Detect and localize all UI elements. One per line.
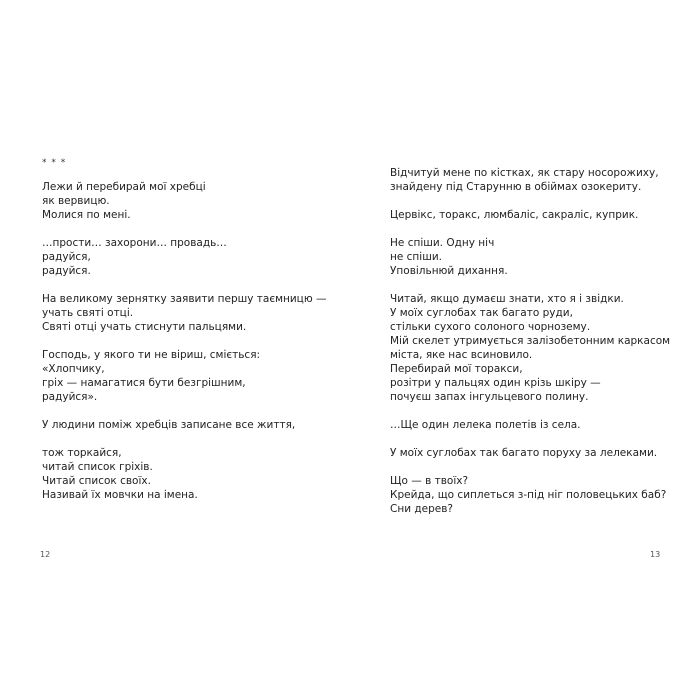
poem-line: тож торкайся, <box>42 447 122 459</box>
poem-line: знайдену під Старунню в обіймах озокериту. <box>390 181 642 193</box>
page-number-right: 13 <box>650 550 661 559</box>
stanza <box>42 446 198 502</box>
poem-line: Лежи й перебирай мої хребці <box>42 181 206 193</box>
stanza <box>390 236 508 278</box>
stanza <box>390 446 657 460</box>
stanza <box>390 208 638 222</box>
poem-line: учать святі отці. <box>42 307 134 319</box>
poem-line: Крейда, що сиплеться з-під ніг половецьких баб? <box>390 489 667 501</box>
poem-line: Не спіши. Одну ніч <box>390 237 495 249</box>
poem-line: «Хлопчику, <box>42 363 105 375</box>
stanza <box>42 418 295 432</box>
stanza <box>390 292 670 404</box>
stanza <box>42 180 206 222</box>
stanza <box>390 166 659 194</box>
poem-line: Уповільнюй дихання. <box>390 265 508 277</box>
poem-line: міста, яке нас всиновило. <box>390 349 533 361</box>
poem-line: У моїх суглобах так багато руди, <box>390 307 573 319</box>
stanza <box>42 236 227 278</box>
poem-line: радуйся». <box>42 391 98 403</box>
asterism-divider: * * * <box>42 158 67 168</box>
poem-line: На великому зернятку заявити першу таємницю — <box>42 293 327 305</box>
poem-line: Сни дерев? <box>390 503 453 515</box>
stanza <box>390 474 666 516</box>
poem-line: стільки сухого солоного чорнозему. <box>390 321 591 333</box>
poem-line: Мій скелет утримується залізобетонним каркасом <box>390 335 671 347</box>
poem-line: Святі отці учать стиснути пальцями. <box>42 321 247 333</box>
poem-line: У людини поміж хребців записане все життя, <box>42 419 296 431</box>
stanza <box>390 418 581 432</box>
stanza <box>42 292 327 334</box>
poem-line: Читай список своїх. <box>42 475 151 487</box>
poem-line: почуєш запах інгульцевого полину. <box>390 391 589 403</box>
poem-line: читай список гріхів. <box>42 461 153 473</box>
poem-line: розітри у пальцях один крізь шкіру — <box>390 377 601 389</box>
poem-line: не спіши. <box>390 251 442 263</box>
stanza <box>42 348 260 404</box>
poem-line: …прости… захорони… провадь… <box>42 237 227 249</box>
poem-line: радуйся. <box>42 265 91 277</box>
poem-line: Що — в твоїх? <box>390 475 469 487</box>
poem-line: Господь, у якого ти не віриш, сміється: <box>42 349 261 361</box>
poem-line: Перебирай мої торакси, <box>390 363 523 375</box>
poem-line: як вервицю. <box>42 195 110 207</box>
poem-line: …Ще один лелека полетів із села. <box>390 419 581 431</box>
poem-line: У моїх суглобах так багато поруху за лелеками. <box>390 447 658 459</box>
poem-line: Називай їх мовчки на імена. <box>42 489 198 501</box>
poem-line: Читай, якщо думаєш знати, хто я і звідки. <box>390 293 624 305</box>
poem-line: Цервікс, торакс, люмбаліс, сакраліс, куприк. <box>390 209 639 221</box>
poem-line: Молися по мені. <box>42 209 131 221</box>
poem-line: радуйся, <box>42 251 91 263</box>
page-number-left: 12 <box>40 550 51 559</box>
poem-line: Відчитуй мене по кістках, як стару носорожиху, <box>390 167 659 179</box>
poem-line: гріх — намагатися бути безгрішним, <box>42 377 246 389</box>
